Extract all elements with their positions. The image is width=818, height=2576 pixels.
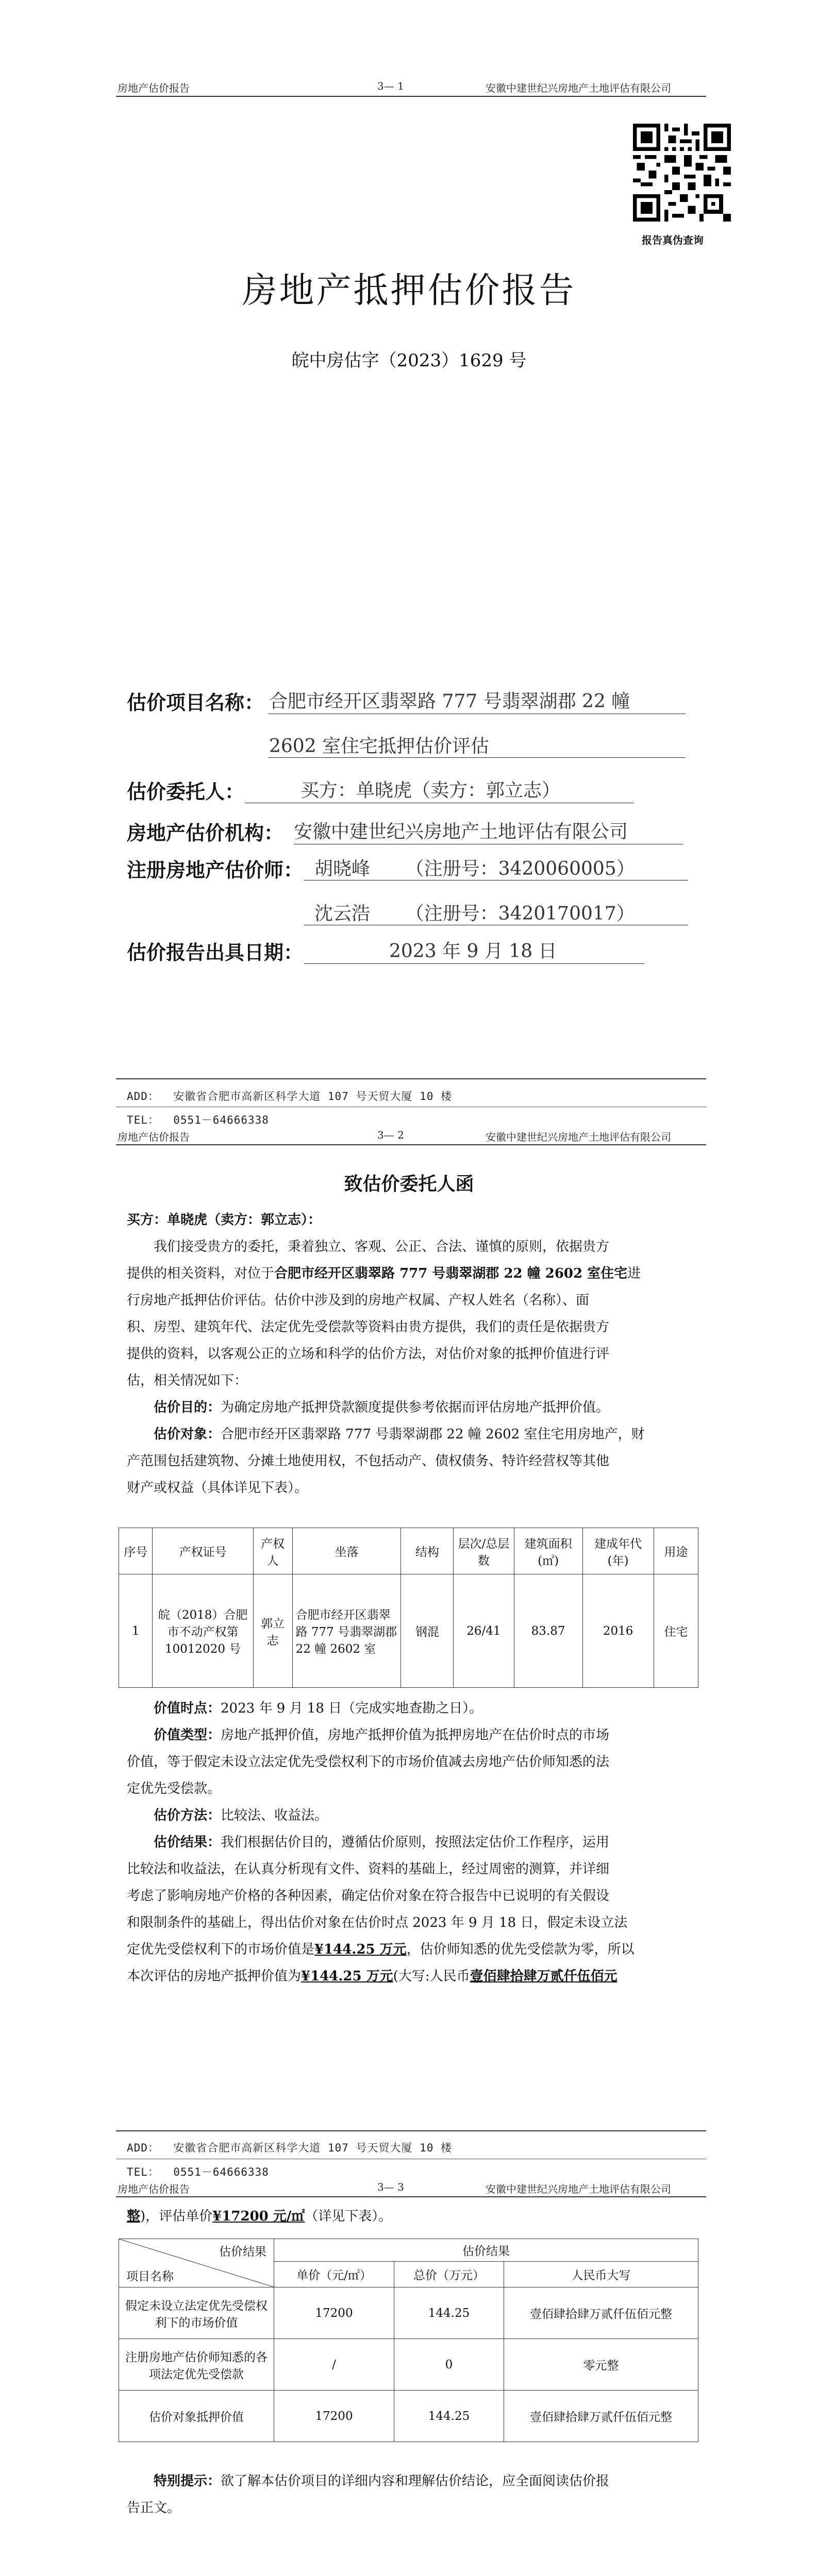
value-type-line: 定优先受偿款。 (127, 1781, 221, 1797)
object-line: 财产或权益（具体详见下表）。 (127, 1480, 308, 1496)
table-cell: 2016 (582, 1574, 654, 1688)
table-group-header: 估价结果 (274, 2239, 698, 2262)
result-line: 定优先受偿权利下的市场价值是¥144.25 万元，估价师知悉的优先受偿款为零，所以 (127, 1942, 635, 1957)
footer-phone: TEL： 0551－64666338 (127, 1114, 269, 1126)
table-cell: 144.25 (394, 2287, 504, 2339)
table-cell: 钢混 (401, 1574, 454, 1688)
value-type-line: 价值，等于假定未设立法定优先受偿权利下的市场价值减去房地产估价师知悉的法 (127, 1754, 610, 1770)
table-cell: 83.87 (514, 1574, 582, 1688)
table-cell: 零元整 (504, 2339, 698, 2391)
report-date-label: 估价报告出具日期： (127, 941, 304, 964)
result-line: 本次评估的房地产抵押价值为¥144.25 万元(大写:人民币壹佰肆拾肆万贰仟伍佰元 (127, 1969, 617, 1984)
purpose-paragraph: 估价目的：为确定房地产抵押贷款额度提供参考依据而评估房地产抵押价值。 (154, 1400, 610, 1415)
result-paragraph: 估价结果：我们根据估价目的，遵循估价原则，按照法定估价工作程序，运用 (154, 1835, 610, 1850)
table-header-cell: 用途 (654, 1528, 698, 1574)
mortgage-value-words: 壹佰肆拾肆万贰仟伍佰元 (470, 1969, 617, 1984)
footer-address: ADD： 安徽省合肥市高新区科学大道 107 号天贸大厦 10 楼 (127, 1090, 453, 1103)
special-note: 特别提示：欲了解本估价项目的详细内容和理解估价结论，应全面阅读估价报 (154, 2473, 610, 2489)
header-left: 房地产估价报告 (118, 1131, 190, 1143)
table-row (119, 2391, 698, 2442)
letter-intro-line: 估，相关情况如下： (127, 1373, 248, 1388)
table-corner-cell (119, 2239, 274, 2287)
agency-value: 安徽中建世纪兴房地产土地评估有限公司 (294, 821, 628, 842)
table-cell: 合肥市经开区翡翠路 777 号翡翠湖郡 22 幢 2602 室 (292, 1574, 401, 1688)
table-row (119, 1574, 698, 1688)
table-header-cell: 建筑面积(㎡) (514, 1528, 582, 1574)
underline (268, 757, 686, 758)
unit-price: ¥17200 元/㎡ (212, 2209, 305, 2224)
report-date-value: 2023 年 9 月 18 日 (389, 941, 557, 962)
header-page-number: 3— 1 (377, 80, 404, 92)
object-line: 产范围包括建筑物、分摊土地使用权，不包括动产、债权债务、特许经营权等其他 (127, 1453, 610, 1469)
table-cell: 1 (119, 1574, 153, 1688)
project-name-value-line1: 合肥市经开区翡翠路 777 号翡翠湖郡 22 幢 (269, 691, 630, 712)
header-right: 安徽中建世纪兴房地产土地评估有限公司 (486, 82, 671, 94)
letter-intro-line: 提供的相关资料，对位于合肥市经开区翡翠路 777 号翡翠湖郡 22 幢 2602 室住宅进 (127, 1266, 641, 1281)
value-date-paragraph: 价值时点：2023 年 9 月 18 日（完成实地查勘之日）。 (154, 1701, 483, 1716)
table-cell: 17200 (274, 2287, 394, 2339)
result-line: 整)，评估单价¥17200 元/㎡（详见下表）。 (127, 2209, 392, 2224)
client-value: 买方：单晓虎（卖方：郭立志） (301, 780, 561, 801)
table-cell: 郭立志 (253, 1574, 292, 1688)
header-right: 安徽中建世纪兴房地产土地评估有限公司 (486, 1131, 671, 1143)
result-line: 比较法和收益法，在认真分析现有文件、资料的基础上，经过周密的测算，并详细 (127, 1861, 610, 1877)
letter-title: 致估价委托人函 (344, 1174, 474, 1195)
footer-address: ADD： 安徽省合肥市高新区科学大道 107 号天贸大厦 10 楼 (127, 2142, 453, 2154)
header-rule (116, 2196, 706, 2197)
table-header-cell: 结构 (401, 1528, 454, 1574)
table-header-cell: 单价（元/㎡） (274, 2262, 394, 2287)
table-header-cell: 层次/总层数 (454, 1528, 514, 1574)
table-row (119, 2339, 698, 2391)
project-name-value-line2: 2602 室住宅抵押估价评估 (269, 736, 490, 757)
result-line: 考虑了影响房地产价格的各种因素，确定估价对象在符合报告中已说明的有关假设 (127, 1888, 610, 1904)
header-rule (116, 1144, 706, 1145)
header-left: 房地产估价报告 (118, 82, 190, 94)
appraiser-1: 胡晓峰 （注册号：3420060005） (314, 858, 635, 879)
table-cell: 17200 (274, 2391, 394, 2442)
letter-intro-line: 积、房型、建筑年代、法定优先受偿款等资料由贵方提供，我们的责任是依据贵方 (127, 1319, 610, 1335)
table-header-cell: 总价（万元） (394, 2262, 504, 2287)
project-name-label: 估价项目名称： (127, 691, 264, 714)
table-header-cell: 坐落 (292, 1528, 401, 1574)
special-note-line: 告正文。 (127, 2500, 181, 2516)
subject-property: 合肥市经开区翡翠路 777 号翡翠湖郡 22 幢 2602 室住宅 (274, 1266, 628, 1281)
header-right: 安徽中建世纪兴房地产土地评估有限公司 (486, 2183, 671, 2195)
footer-phone: TEL： 0551－64666338 (127, 2166, 269, 2178)
appraiser-2: 沈云浩 （注册号：3420170017） (314, 903, 635, 924)
table-cell: 144.25 (394, 2391, 504, 2442)
header-left: 房地产估价报告 (118, 2183, 190, 2195)
market-value: ¥144.25 万元 (314, 1942, 407, 1957)
corner-label-top: 估价结果 (219, 2245, 266, 2259)
result-line: 和限制条件的基础上，得出估价对象在估价时点 2023 年 9 月 18 日，假定未设立法 (127, 1915, 628, 1930)
mortgage-value: ¥144.25 万元 (301, 1969, 393, 1984)
table-cell: 壹佰肆拾肆万贰仟伍佰元整 (504, 2287, 698, 2339)
table-cell: 假定未设立法定优先受偿权利下的市场价值 (119, 2287, 274, 2339)
header-rule (116, 96, 706, 97)
table-cell: 皖（2018）合肥市不动产权第10012020 号 (153, 1574, 253, 1688)
qr-caption: 报告真伪查询 (642, 234, 704, 246)
table-cell: 注册房地产估价师知悉的各项法定优先受偿款 (119, 2339, 274, 2391)
table-header-cell: 产权证号 (153, 1528, 253, 1574)
letter-addressee: 买方：单晓虎（卖方：郭立志）： (127, 1212, 322, 1228)
table-cell: 估价对象抵押价值 (119, 2391, 274, 2442)
table-cell: 住宅 (654, 1574, 698, 1688)
table-cell: 0 (394, 2339, 504, 2391)
table-header-cell: 产权人 (253, 1528, 292, 1574)
corner-label-bottom: 项目名称 (126, 2270, 174, 2283)
report-title: 房地产抵押估价报告 (242, 270, 576, 311)
table-cell: 26/41 (454, 1574, 514, 1688)
value-type-paragraph: 价值类型：房地产抵押价值，房地产抵押价值为抵押房地产在估价时点的市场 (154, 1727, 610, 1743)
table-header-cell: 序号 (119, 1528, 153, 1574)
footer-rule (116, 1078, 706, 1079)
underline (304, 963, 644, 964)
letter-intro-line: 提供的资料，以客观公正的立场和科学的估价方法，对估价对象的抵押价值进行评 (127, 1346, 610, 1362)
footer-rule (116, 2130, 706, 2131)
letter-intro-line: 行房地产抵押估价评估。估价中涉及到的房地产权属、产权人姓名（名称）、面 (127, 1293, 590, 1308)
agency-label: 房地产估价机构： (127, 822, 284, 844)
client-label: 估价委托人： (127, 781, 245, 803)
property-table (119, 1528, 698, 1688)
table-header-cell: 人民币大写 (504, 2262, 698, 2287)
method-paragraph: 估价方法：比较法、收益法。 (154, 1808, 328, 1823)
appraiser-label: 注册房地产估价师： (127, 859, 304, 882)
object-paragraph: 估价对象：合肥市经开区翡翠路 777 号翡翠湖郡 22 幢 2602 室住宅用房地产，财 (154, 1427, 645, 1442)
table-header-row (119, 1528, 698, 1574)
header-page-number: 3— 2 (377, 1129, 404, 1141)
valuation-summary-table (119, 2239, 698, 2442)
report-number: 皖中房估字（2023）1629 号 (291, 350, 527, 371)
table-header-cell: 建成年代(年) (582, 1528, 654, 1574)
table-cell: 壹佰肆拾肆万贰仟伍佰元整 (504, 2391, 698, 2442)
table-row (119, 2287, 698, 2339)
table-cell: / (274, 2339, 394, 2391)
header-page-number: 3— 3 (377, 2181, 404, 2193)
qr-code-icon[interactable] (633, 124, 731, 222)
letter-intro-line: 我们接受贵方的委托，秉着独立、客观、公正、合法、谨慎的原则，依据贵方 (154, 1239, 610, 1255)
